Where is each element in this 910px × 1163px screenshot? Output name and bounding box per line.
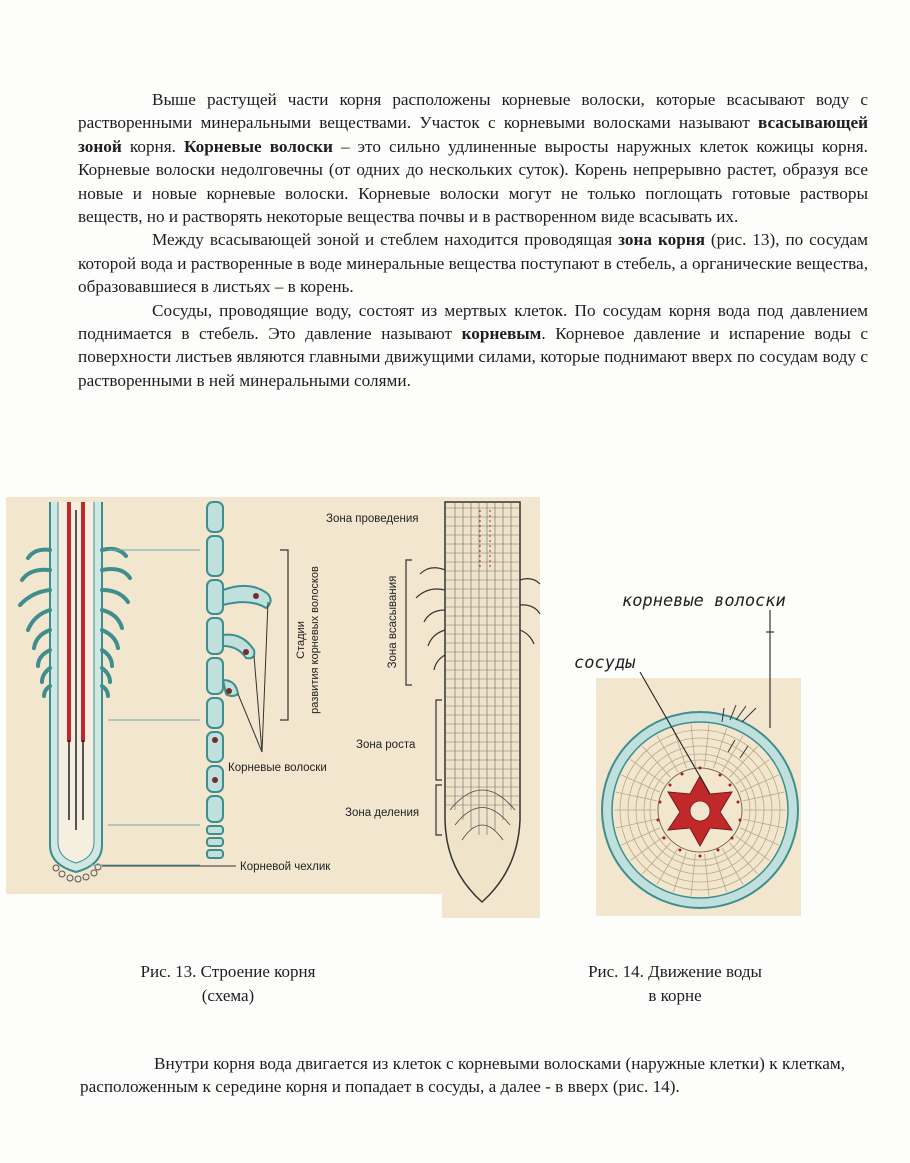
root-tip-drawing <box>406 502 540 902</box>
label-stages-2: развития корневых волосков <box>309 566 321 714</box>
figure-14-caption <box>545 960 805 1008</box>
label-zone-division: Зона деления <box>345 807 420 819</box>
outro-paragraph: Внутри корня вода двигается из клеток с корневыми волосками (наружные клетки) к клеткам, расположенным к середине корня и попадает в сосуды, а далее - в вверх (рис. 14). <box>80 1054 845 1097</box>
figure-14-caption-line2: в корне <box>648 986 702 1005</box>
label-root-cap: Корневой чехлик <box>240 861 331 873</box>
label-zone-conduction: Зона проведения <box>326 513 419 525</box>
epidermis-cell-column <box>207 502 271 858</box>
figure-13-diagram <box>0 490 545 920</box>
figure-13-caption <box>108 960 348 1008</box>
intro-text <box>78 88 868 392</box>
xylem-strand <box>67 502 71 742</box>
label-stages: Стадии <box>295 621 307 659</box>
label-zone-growth: Зона роста <box>356 739 416 751</box>
label-zone-absorption: Зона всасывания <box>387 575 399 669</box>
figure-13-caption-line1: Рис. 13. Строение корня <box>140 962 316 981</box>
figure-14-diagram <box>560 580 870 920</box>
label-vessels-handwritten: сосуды <box>574 653 636 673</box>
figure-14-caption-line1: Рис. 14. Движение воды <box>588 962 762 981</box>
label-root-hairs: Корневые волоски <box>228 762 327 774</box>
guide-lines <box>90 550 200 865</box>
xylem-strand <box>81 502 85 742</box>
intro-paragraph-3: Сосуды, проводящие воду, состоят из мертвых клеток. По сосудам корня вода под давлением поднимается в стебель. Это давление называют корневым. Корневое давление и испарение воды с поверхности листьев являются главными движущими силами, которые поднимают вверх по сосудам воду с растворенными в ней минеральными солями. <box>78 300 868 390</box>
intro-paragraph-1: Выше растущей части корня расположены корневые волоски, которые всасывают воду с растворенными минеральными веществами. Участок с корневыми волосками называют всасывающей зоной корня. Корневые волоски – это сильно удлиненные выросты наружных клеток кожицы корня. Корневые волоски недолговечны (от одних до нескольких суток). Корень непрерывно растет, образуя все новые и новые корневые волоски. Корневые волоски могут не только поглощать готовые растворы веществ, но и растворять некоторые вещества почвы и в растворенном виде всасывать их. <box>78 90 868 227</box>
figure-13-caption-line2: (схема) <box>201 986 255 1005</box>
root-cross-section <box>602 705 798 908</box>
outro-text <box>80 1052 845 1099</box>
intro-paragraph-2: Между всасывающей зоной и стеблем находится проводящая зона корня (рис. 13), по сосудам которой вода и растворенные в воде минеральные вещества поступают в стебель, а органические вещества, образовавшиеся в листьях – в корень. <box>78 230 868 297</box>
label-root-hairs-handwritten: корневые волоски <box>622 591 786 611</box>
